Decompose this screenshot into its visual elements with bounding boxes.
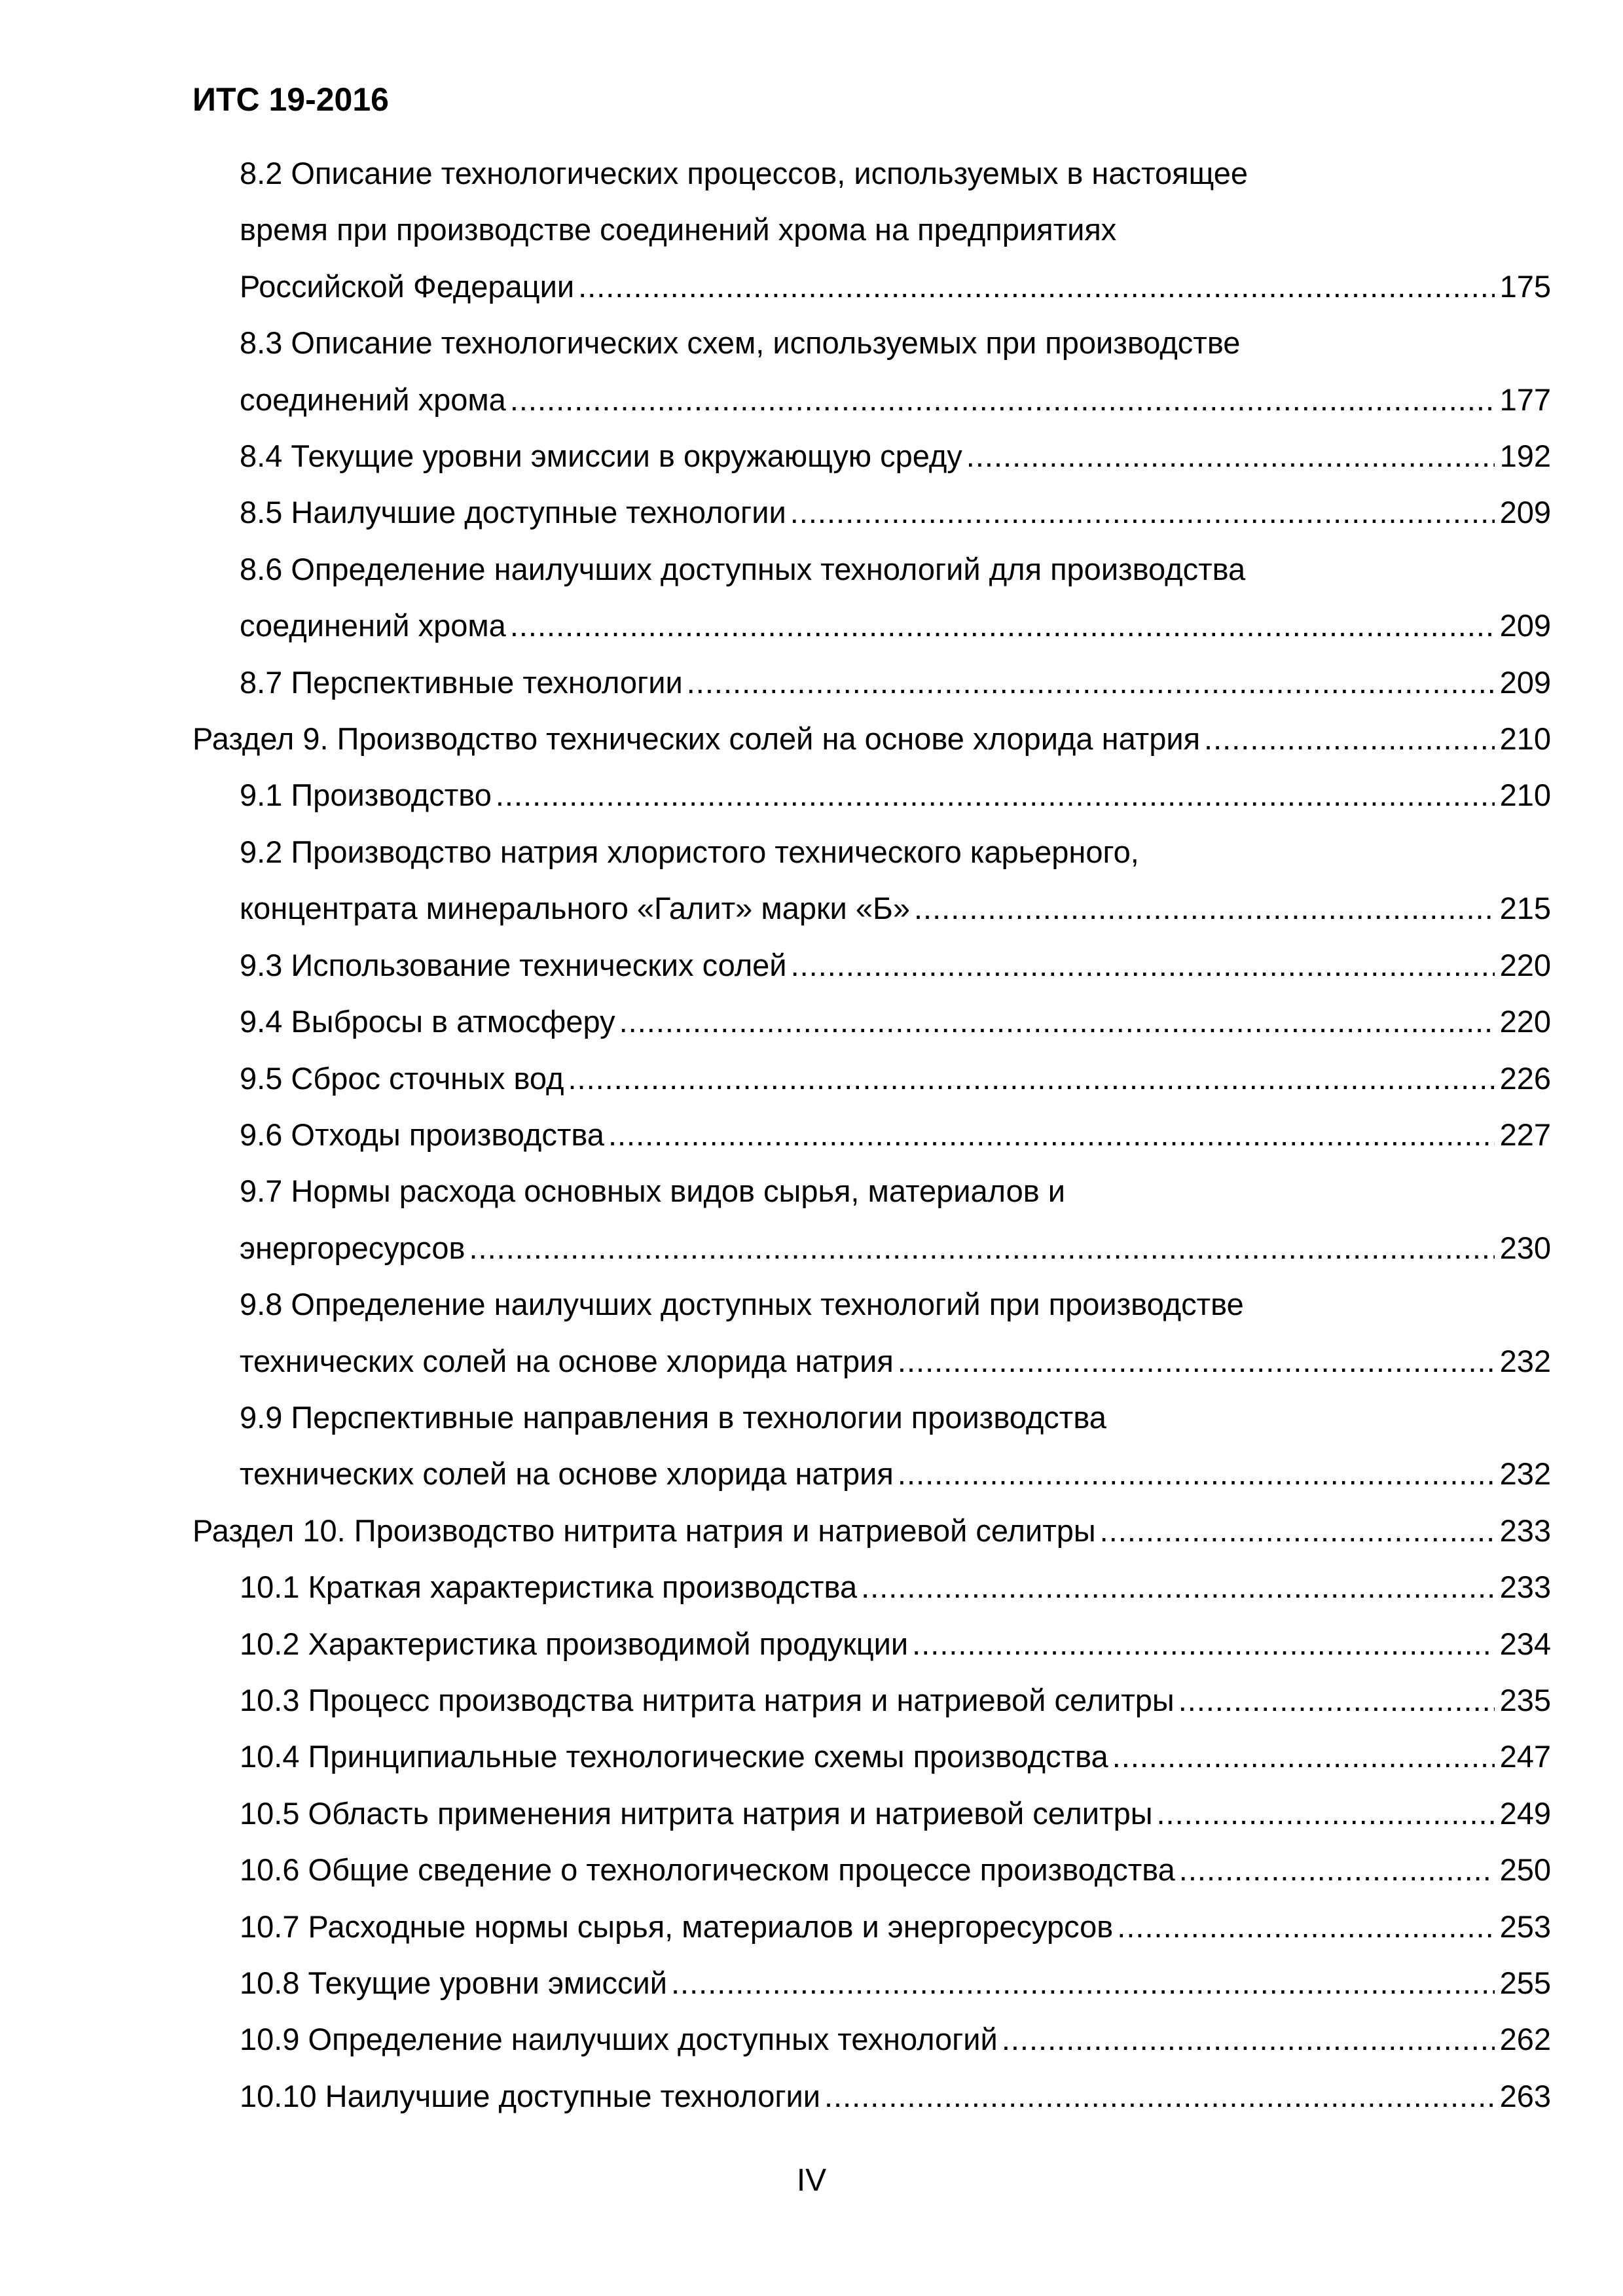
dot-leader (824, 2068, 1495, 2125)
toc-subsection-entry (192, 428, 1551, 484)
toc-entry-final-line (240, 1616, 1551, 1672)
toc-subsection-entry (192, 767, 1551, 823)
dot-leader (619, 994, 1495, 1050)
toc-subsection-entry (192, 937, 1551, 994)
toc-entry-title: 8.7 Перспективные технологии (240, 664, 683, 700)
toc-entry-final-line (240, 655, 1551, 711)
toc-page-number: 233 (1499, 1513, 1551, 1548)
dot-leader (898, 1446, 1495, 1502)
toc-section-entry (192, 711, 1551, 767)
toc-page-number: 220 (1499, 1004, 1551, 1039)
toc-entry-title: Российской Федерации (240, 268, 575, 304)
toc-page-number: 263 (1499, 2078, 1551, 2113)
toc-page-number: 209 (1499, 608, 1551, 643)
toc-subsection-entry (192, 1842, 1551, 1898)
toc-entry-final-line (240, 598, 1551, 654)
table-of-contents (192, 145, 1551, 2125)
toc-entry-title: 10.3 Процесс производства нитрита натрия и натриевой селитры (240, 1682, 1175, 1717)
toc-page-number: 232 (1499, 1456, 1551, 1492)
toc-entry-title-line: 8.3 Описание технологических схем, используемых при производстве (240, 325, 1241, 361)
toc-entry-title: 9.6 Отходы производства (240, 1117, 604, 1152)
toc-entry-title: 8.5 Наилучшие доступные технологии (240, 495, 786, 530)
dot-leader (608, 1107, 1495, 1163)
dot-leader (914, 880, 1495, 937)
dot-leader (1100, 1503, 1495, 1559)
toc-entry-final-line (192, 711, 1551, 767)
dot-leader (1117, 1899, 1494, 1955)
toc-subsection-entry (192, 1729, 1551, 1785)
toc-subsection-entry (192, 1050, 1551, 1107)
toc-page-number: 253 (1499, 1909, 1551, 1944)
toc-page-number: 209 (1499, 664, 1551, 700)
toc-subsection-entry (192, 1390, 1551, 1503)
toc-entry-title: 9.5 Сброс сточных вод (240, 1060, 564, 1096)
toc-entry-final-line (240, 1446, 1551, 1502)
toc-subsection-entry (192, 2011, 1551, 2068)
toc-page-number: 255 (1499, 1965, 1551, 2000)
toc-subsection-entry (192, 1163, 1551, 1276)
toc-entry-title: Раздел 10. Производство нитрита натрия и натриевой селитры (192, 1513, 1096, 1548)
toc-entry-title: 10.4 Принципиальные технологические схемы производства (240, 1739, 1108, 1774)
dot-leader (790, 484, 1495, 541)
toc-subsection-entry (192, 1616, 1551, 1672)
dot-leader (510, 598, 1495, 654)
toc-entry-final-line (240, 937, 1551, 994)
toc-subsection-entry (192, 1107, 1551, 1163)
toc-subsection-entry (192, 1785, 1551, 1842)
page-number: IV (796, 2163, 827, 2198)
toc-entry-final-line (240, 1955, 1551, 2011)
toc-entry-title: технических солей на основе хлорида натрия (240, 1343, 894, 1378)
dot-leader (568, 1050, 1494, 1107)
toc-entry-final-line (240, 2068, 1551, 2125)
toc-page-number: 230 (1499, 1230, 1551, 1265)
dot-leader (861, 1559, 1494, 1615)
toc-subsection-entry (192, 541, 1551, 655)
dot-leader (1112, 1729, 1495, 1785)
toc-subsection-entry (192, 1672, 1551, 1729)
toc-subsection-entry (192, 315, 1551, 428)
toc-entry-title: 9.1 Производство (240, 778, 492, 813)
toc-entry-final-line (240, 2011, 1551, 2068)
toc-entry-title: Раздел 9. Производство технических солей на основе хлорида натрия (192, 721, 1201, 757)
document-code-header: ИТС 19-2016 (192, 81, 389, 118)
toc-subsection-entry (192, 655, 1551, 711)
toc-entry-title: соединений хрома (240, 382, 506, 417)
toc-entry-final-line (240, 1729, 1551, 1785)
toc-entry-final-line (240, 1672, 1551, 1729)
toc-subsection-entry (192, 1559, 1551, 1615)
toc-entry-title: энергоресурсов (240, 1230, 465, 1265)
toc-page-number: 220 (1499, 947, 1551, 982)
toc-page-number: 247 (1499, 1739, 1551, 1774)
toc-page-number: 262 (1499, 2022, 1551, 2057)
toc-entry-final-line (240, 484, 1551, 541)
toc-subsection-entry (192, 145, 1551, 315)
toc-subsection-entry (192, 1955, 1551, 2011)
dot-leader (578, 259, 1494, 315)
dot-leader (469, 1220, 1495, 1276)
toc-entry-title: 10.2 Характеристика производимой продукции (240, 1626, 909, 1661)
toc-subsection-entry (192, 2068, 1551, 2125)
toc-page-number: 192 (1499, 439, 1551, 474)
toc-entry-title: 8.4 Текущие уровни эмиссии в окружающую среду (240, 439, 962, 474)
toc-entry-final-line (240, 1842, 1551, 1898)
toc-entry-title-line: 8.6 Определение наилучших доступных технологий для производства (240, 551, 1246, 586)
toc-entry-final-line (240, 994, 1551, 1050)
dot-leader (1002, 2011, 1495, 2068)
toc-page-number: 177 (1499, 382, 1551, 417)
toc-entry-title-line: 9.7 Нормы расхода основных видов сырья, материалов и (240, 1174, 1065, 1209)
toc-page-number: 209 (1499, 495, 1551, 530)
toc-entry-final-line (240, 428, 1551, 484)
toc-entry-final-line (240, 767, 1551, 823)
toc-entry-final-line (240, 880, 1551, 937)
toc-entry-final-line (240, 1785, 1551, 1842)
toc-page-number: 210 (1499, 721, 1551, 757)
toc-entry-final-line (240, 1107, 1551, 1163)
dot-leader (791, 937, 1495, 994)
toc-page-number: 175 (1499, 268, 1551, 304)
dot-leader (671, 1955, 1495, 2011)
toc-entry-title: 10.6 Общие сведение о технологическом процессе производства (240, 1852, 1175, 1888)
toc-page-number: 235 (1499, 1682, 1551, 1717)
toc-entry-final-line (240, 1050, 1551, 1107)
dot-leader (912, 1616, 1494, 1672)
toc-entry-title: 9.3 Использование технических солей (240, 947, 787, 982)
dot-leader (1157, 1785, 1495, 1842)
toc-entry-title-line: 9.8 Определение наилучших доступных технологий при производстве (240, 1287, 1244, 1322)
toc-subsection-entry (192, 1276, 1551, 1390)
toc-entry-title-line: 9.2 Производство натрия хлористого технического карьерного, (240, 834, 1139, 869)
toc-entry-title: концентрата минерального «Галит» марки «Б» (240, 891, 910, 926)
toc-page-number: 227 (1499, 1117, 1551, 1152)
toc-subsection-entry (192, 824, 1551, 937)
toc-entry-final-line (240, 372, 1551, 428)
dot-leader (898, 1333, 1495, 1390)
toc-page-number: 232 (1499, 1343, 1551, 1378)
toc-section-entry (192, 1503, 1551, 1559)
dot-leader (1178, 1672, 1495, 1729)
toc-entry-title: 10.5 Область применения нитрита натрия и натриевой селитры (240, 1795, 1153, 1831)
toc-entry-title: 9.4 Выбросы в атмосферу (240, 1004, 615, 1039)
toc-entry-final-line (240, 1333, 1551, 1390)
toc-entry-title-line: время при производстве соединений хрома на предприятиях (240, 212, 1117, 247)
dot-leader (687, 655, 1495, 711)
toc-entry-final-line (240, 1220, 1551, 1276)
toc-page-number: 210 (1499, 778, 1551, 813)
dot-leader (496, 767, 1495, 823)
toc-entry-final-line (240, 1899, 1551, 1955)
toc-entry-final-line (192, 1503, 1551, 1559)
toc-subsection-entry (192, 484, 1551, 541)
toc-entry-title: соединений хрома (240, 608, 506, 643)
toc-entry-title: 10.9 Определение наилучших доступных технологий (240, 2022, 998, 2057)
toc-entry-title: 10.8 Текущие уровни эмиссий (240, 1965, 667, 2000)
toc-entry-title: 10.1 Краткая характеристика производства (240, 1570, 858, 1605)
toc-subsection-entry (192, 1899, 1551, 1955)
toc-page-number: 250 (1499, 1852, 1551, 1888)
toc-entry-final-line (240, 1559, 1551, 1615)
toc-entry-title-line: 8.2 Описание технологических процессов, используемых в настоящее (240, 156, 1249, 190)
dot-leader (1204, 711, 1495, 767)
toc-page-number: 234 (1499, 1626, 1551, 1661)
dot-leader (1179, 1842, 1495, 1898)
toc-entry-title-line: 9.9 Перспективные направления в технологии производства (240, 1399, 1106, 1435)
toc-entry-title: технических солей на основе хлорида натрия (240, 1456, 894, 1492)
toc-page-number: 226 (1499, 1060, 1551, 1096)
toc-entry-title: 10.10 Наилучшие доступные технологии (240, 2078, 820, 2113)
toc-subsection-entry (192, 994, 1551, 1050)
toc-entry-title: 10.7 Расходные нормы сырья, материалов и энергоресурсов (240, 1909, 1114, 1944)
toc-page-number: 249 (1499, 1795, 1551, 1831)
toc-page-number: 233 (1499, 1570, 1551, 1605)
dot-leader (510, 372, 1495, 428)
dot-leader (966, 428, 1495, 484)
toc-entry-final-line (240, 259, 1551, 315)
toc-page-number: 215 (1499, 891, 1551, 926)
